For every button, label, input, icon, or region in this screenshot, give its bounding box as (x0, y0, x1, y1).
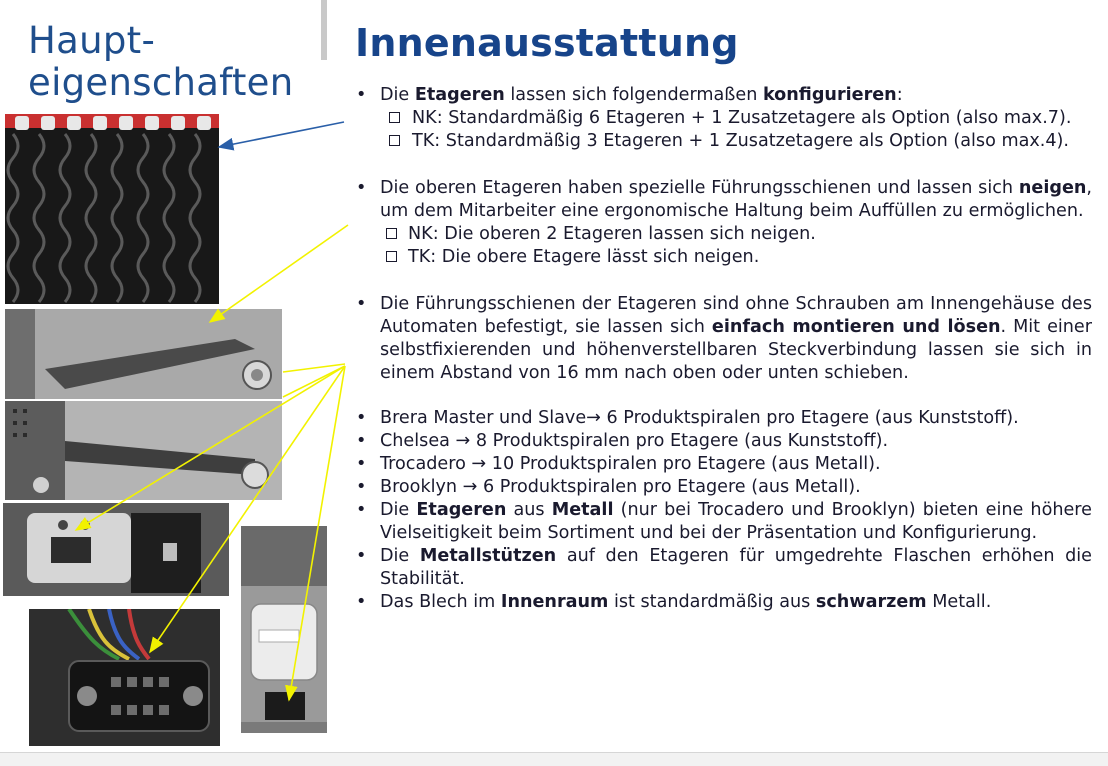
sub-list-item: TK: Die obere Etagere lässt sich neigen. (356, 246, 1092, 269)
footer-bar (0, 752, 1108, 766)
checkbox-bullet-icon (386, 228, 397, 239)
list-item: • Trocadero → 10 Produktspiralen pro Etagere (aus Metall). (356, 454, 881, 474)
section-title-line1: Haupt- (28, 19, 156, 62)
list-item: • Die Metallstützen auf den Etageren für umgedrehte Flaschen erhöhen die Stabilität. (356, 546, 1092, 589)
page-title: Innenausstattung (355, 21, 739, 65)
list-item: • Das Blech im Innenraum ist standardmäßig aus schwarzem Metall. (356, 592, 992, 612)
arrow-to-tilt-rail (210, 225, 348, 322)
arrow-to-bracket (76, 366, 345, 530)
checkbox-bullet-icon (389, 135, 400, 146)
list-item: • Chelsea → 8 Produktspiralen pro Etagere (aus Kunststoff). (356, 431, 889, 451)
sub-list-item: TK: Standardmäßig 3 Etageren + 1 Zusatzetagere als Option (also max.4). (356, 130, 1092, 153)
checkbox-bullet-icon (386, 251, 397, 262)
arrow-to-motor-connector (289, 366, 345, 700)
list-item: • Die Führungsschienen der Etageren sind ohne Schrauben am Innengehäuse des Automaten befestigt, sie lassen sich einfach montieren und lösen. Mit einer selbstfixierenden und höhenverstellbaren Steckverbindung lassen sie sich in einem Abstand von 16 mm nach oben oder unten schieben. (356, 294, 1092, 383)
content-body (356, 84, 1092, 614)
sub-list-item: NK: Die oberen 2 Etageren lassen sich neigen. (356, 223, 1092, 246)
list-item: • Die Etageren lassen sich folgendermaßen konfigurieren: (356, 85, 903, 105)
section-title-line2: eigenschaften (28, 61, 294, 104)
list-item: • Die oberen Etageren haben spezielle Führungsschienen und lassen sich neigen, um dem Mitarbeiter eine ergonomische Haltung beim Auffüllen zu ermöglichen. (356, 178, 1092, 221)
arrow-to-connector (150, 366, 345, 652)
sub-list-item: NK: Standardmäßig 6 Etageren + 1 Zusatzetagere als Option (also max.7). (356, 107, 1092, 130)
arrow-to-spiral-shelf (219, 122, 344, 147)
checkbox-bullet-icon (389, 112, 400, 123)
list-item: • Die Etageren aus Metall (nur bei Trocadero und Brooklyn) bieten eine höhere Vielseitigkeit beim Sortiment und bei der Präsentation und Konfigurierung. (356, 500, 1092, 543)
list-item: • Brooklyn → 6 Produktspiralen pro Etagere (aus Metall). (356, 477, 861, 497)
list-item: • Brera Master und Slave→ 6 Produktspiralen pro Etagere (aus Kunststoff). (356, 408, 1019, 428)
